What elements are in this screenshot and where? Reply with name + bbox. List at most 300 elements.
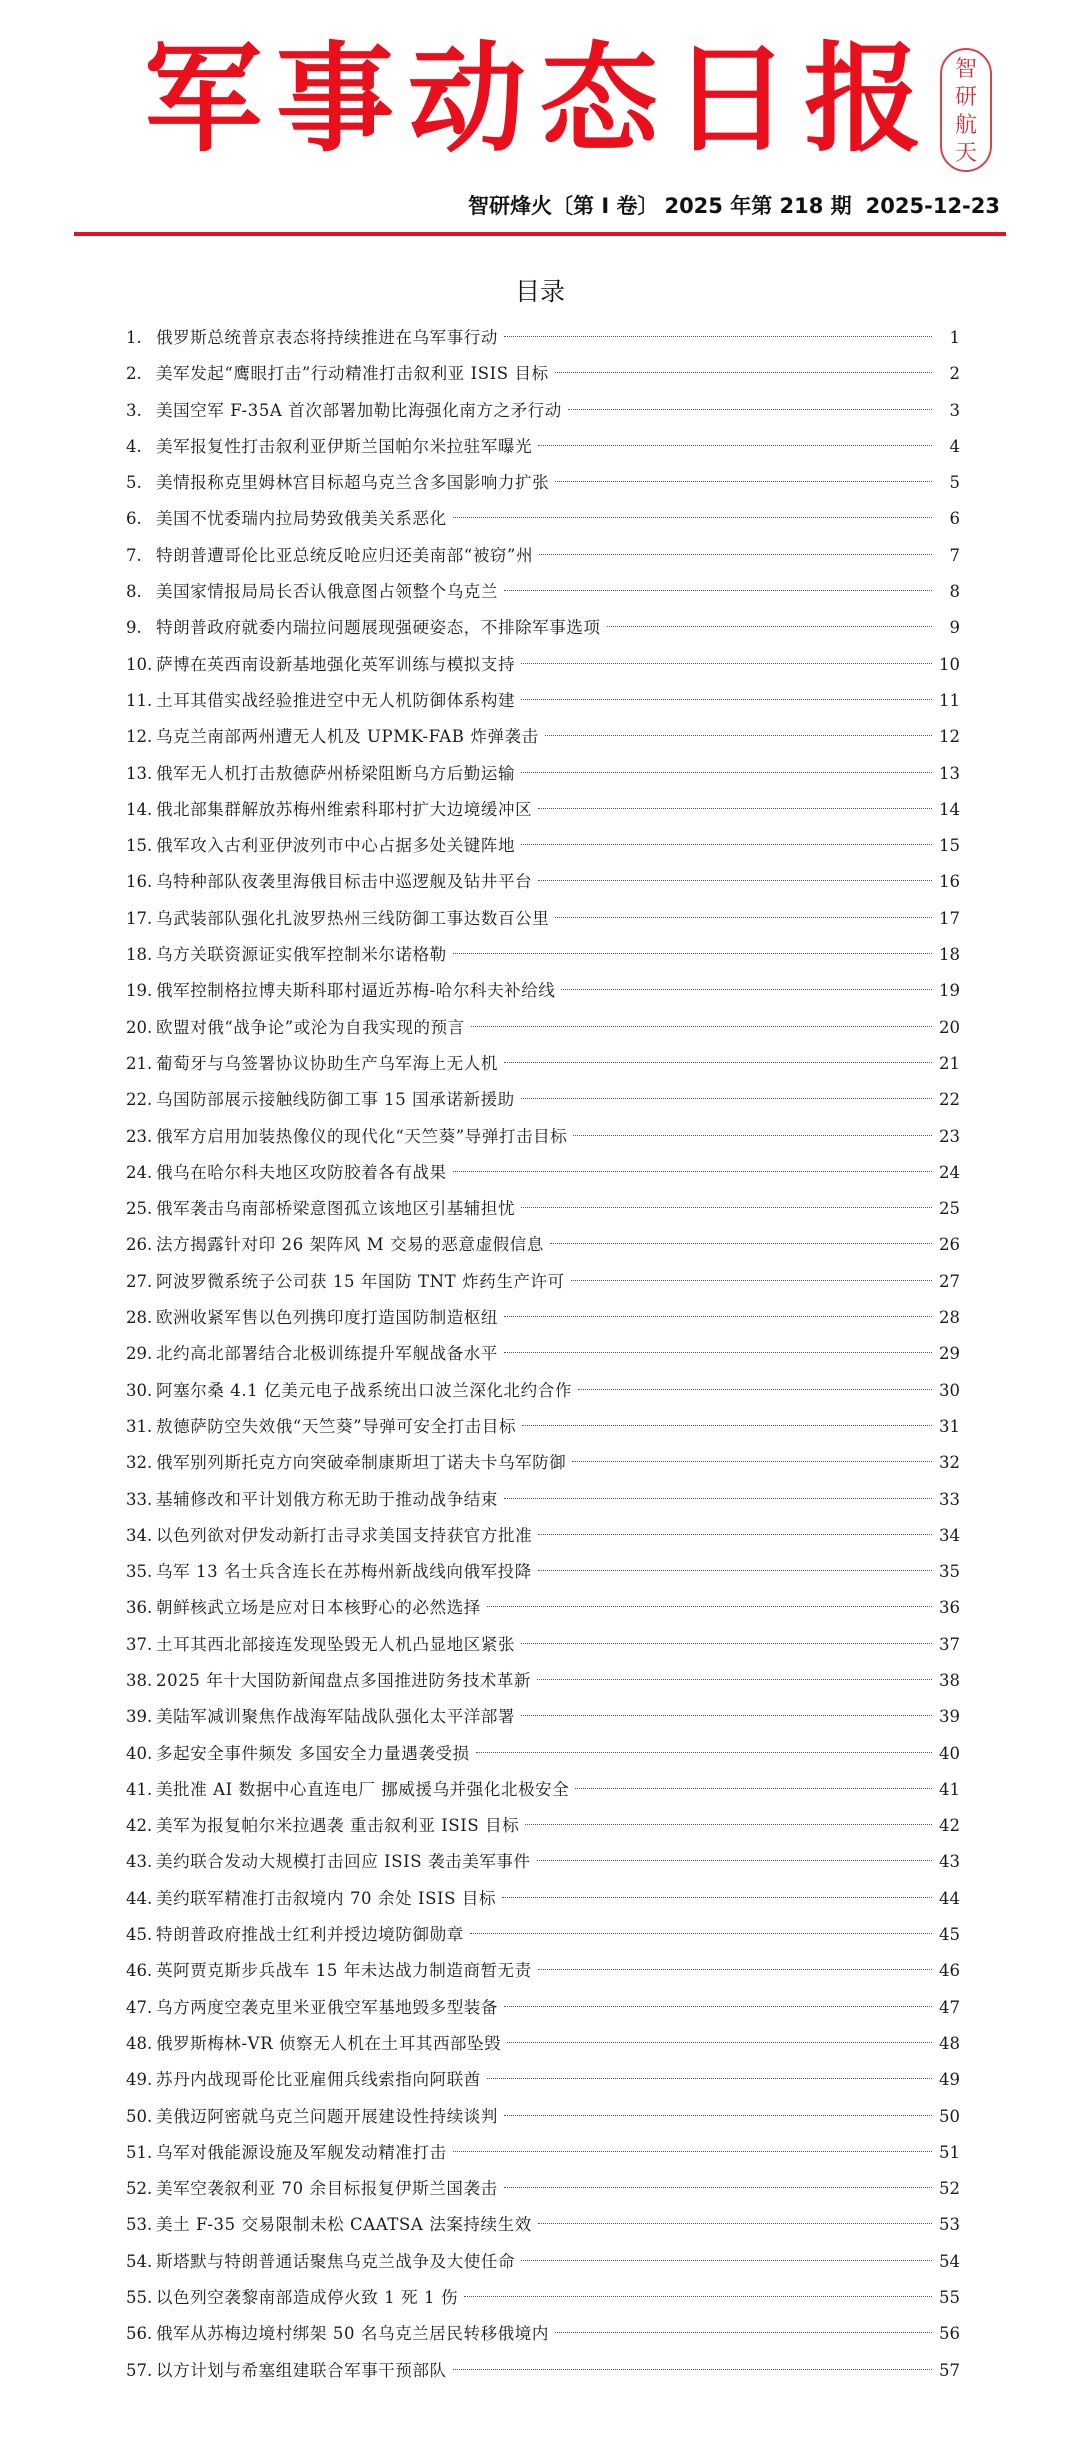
dot-leader — [573, 1135, 932, 1136]
dot-leader — [504, 1316, 932, 1317]
toc-entry-page: 20 — [939, 1017, 960, 1037]
toc-entry-title[interactable]: 特朗普政府推战士红利并授边境防御勋章 — [156, 1925, 464, 1945]
toc-entry-number: 5. — [126, 473, 142, 493]
toc-entry[interactable] — [126, 1990, 960, 2026]
toc-entry[interactable] — [126, 647, 960, 683]
toc-entry[interactable] — [126, 574, 960, 610]
toc-entry-number: 52. — [126, 2179, 153, 2199]
toc-entry-number: 8. — [126, 582, 142, 602]
toc-entry-title[interactable]: 美国不忧委瑞内拉局势致俄美关系恶化 — [156, 509, 447, 529]
toc-entry-title[interactable]: 以色列欲对伊发动新打击寻求美国支持获官方批准 — [156, 1525, 533, 1545]
toc-entry-number: 54. — [126, 2251, 153, 2271]
toc-entry[interactable] — [126, 792, 960, 828]
toc-entry[interactable] — [126, 1627, 960, 1663]
issue-date: 2025-12-23 — [865, 194, 1000, 218]
toc-entry-number: 19. — [126, 981, 153, 1001]
dot-leader — [453, 953, 932, 954]
seal-char: 天 — [954, 141, 977, 166]
toc-entry-number: 26. — [126, 1235, 153, 1255]
toc-entry-title[interactable]: 土耳其西北部接连发现坠毁无人机凸显地区紧张 — [156, 1634, 516, 1654]
toc-entry[interactable] — [126, 1881, 960, 1917]
toc-entry-page: 21 — [939, 1053, 960, 1073]
toc-entry-number: 48. — [126, 2033, 153, 2053]
toc-entry-number: 40. — [126, 1743, 153, 1763]
toc-entry-page: 5 — [949, 473, 960, 493]
toc-entry-number: 30. — [126, 1380, 153, 1400]
toc-entry-title[interactable]: 法方揭露针对印 26 架阵风 M 交易的恶意虚假信息 — [156, 1235, 544, 1255]
toc-entry-number: 56. — [126, 2324, 153, 2344]
dot-leader — [539, 554, 932, 555]
toc-entry-title[interactable]: 欧盟对俄“战争论”或沦为自我实现的预言 — [156, 1017, 465, 1037]
toc-entry-title[interactable]: 土耳其借实战经验推进空中无人机防御体系构建 — [156, 690, 516, 710]
dot-leader — [522, 1425, 932, 1426]
toc-entry[interactable] — [126, 1191, 960, 1227]
toc-entry-number: 7. — [126, 545, 142, 565]
toc-entry-page: 36 — [939, 1598, 960, 1618]
dot-leader — [555, 481, 932, 482]
toc-entry-number: 28. — [126, 1308, 153, 1328]
newspaper-title: 军事动态日报 — [143, 30, 936, 168]
dot-leader — [555, 372, 932, 373]
toc-entry-page: 56 — [939, 2324, 960, 2344]
toc-entry-title[interactable]: 葡萄牙与乌签署协议协助生产乌军海上无人机 — [156, 1053, 498, 1073]
toc-entry-number: 44. — [126, 1888, 153, 1908]
toc-entry-number: 16. — [126, 872, 153, 892]
table-of-contents — [126, 320, 960, 2389]
dot-leader — [521, 1098, 932, 1099]
toc-entry-page: 27 — [939, 1271, 960, 1291]
toc-entry-page: 15 — [939, 836, 960, 856]
toc-entry-number: 46. — [126, 1961, 153, 1981]
toc-entry-number: 45. — [126, 1925, 153, 1945]
dot-leader — [538, 880, 932, 881]
toc-entry-number: 13. — [126, 763, 153, 783]
toc-entry-title[interactable]: 美约联合发动大规模打击回应 ISIS 袭击美军事件 — [156, 1852, 531, 1872]
toc-entry-number: 21. — [126, 1053, 153, 1073]
toc-entry-number: 53. — [126, 2215, 153, 2235]
toc-entry-number: 4. — [126, 436, 142, 456]
toc-entry-number: 34. — [126, 1525, 153, 1545]
toc-entry[interactable] — [126, 1663, 960, 1699]
toc-entry-number: 51. — [126, 2142, 153, 2162]
toc-entry-title[interactable]: 阿波罗微系统子公司获 15 年国防 TNT 炸药生产许可 — [156, 1271, 565, 1291]
seal-char: 研 — [954, 85, 977, 110]
toc-entry-page: 43 — [939, 1852, 960, 1872]
toc-entry-title[interactable]: 俄军别列斯托克方向突破牵制康斯坦丁诺夫卡乌军防御 — [156, 1453, 567, 1473]
toc-entry-page: 25 — [939, 1199, 960, 1219]
toc-entry-number: 57. — [126, 2360, 153, 2380]
dot-leader — [550, 1243, 932, 1244]
toc-entry[interactable] — [126, 973, 960, 1009]
toc-entry[interactable] — [126, 1482, 960, 1518]
dot-leader — [471, 1026, 932, 1027]
toc-entry[interactable] — [126, 828, 960, 864]
dot-leader — [504, 1352, 932, 1353]
toc-entry-page: 11 — [939, 690, 960, 710]
toc-entry-title[interactable]: 美国空军 F-35A 首次部署加勒比海强化南方之矛行动 — [156, 400, 562, 420]
dot-leader — [504, 590, 932, 591]
toc-entry-title[interactable]: 美陆军减训聚焦作战海军陆战队强化太平洋部署 — [156, 1707, 516, 1727]
toc-heading: 目录 — [514, 277, 565, 306]
dot-leader — [453, 2369, 932, 2370]
toc-entry-page: 29 — [939, 1344, 960, 1364]
toc-entry-page: 52 — [939, 2179, 960, 2199]
toc-entry[interactable] — [126, 2171, 960, 2207]
toc-entry-title[interactable]: 阿塞尔桑 4.1 亿美元电子战系统出口波兰深化北约合作 — [156, 1380, 572, 1400]
toc-entry-title[interactable]: 基辅修改和平计划俄方称无助于推动战争结束 — [156, 1489, 498, 1509]
toc-entry-page: 30 — [939, 1380, 960, 1400]
toc-entry-number: 37. — [126, 1634, 153, 1654]
toc-entry-title[interactable]: 乌国防部展示接触线防御工事 15 国承诺新援助 — [156, 1090, 515, 1110]
toc-entry[interactable] — [126, 465, 960, 501]
toc-entry[interactable] — [126, 538, 960, 574]
toc-entry-page: 7 — [949, 545, 960, 565]
toc-entry[interactable] — [126, 393, 960, 429]
dot-leader — [504, 2006, 932, 2007]
toc-entry-title[interactable]: 美军为报复帕尔米拉遇袭 重击叙利亚 ISIS 目标 — [156, 1816, 520, 1836]
toc-entry[interactable] — [126, 1264, 960, 1300]
toc-entry-number: 10. — [126, 654, 153, 674]
toc-entry-page: 55 — [939, 2288, 960, 2308]
toc-entry-title[interactable]: 美土 F-35 交易限制未松 CAATSA 法案持续生效 — [156, 2215, 532, 2235]
toc-entry-title[interactable]: 俄军无人机打击敖德萨州桥梁阻断乌方后勤运输 — [156, 763, 516, 783]
toc-entry-page: 12 — [939, 727, 960, 747]
dot-leader — [504, 1062, 932, 1063]
toc-entry-title[interactable]: 俄军袭击乌南部桥梁意图孤立该地区引基辅担忧 — [156, 1199, 516, 1219]
issue-number: 2025 年第 218 期 — [664, 194, 852, 218]
toc-entry[interactable] — [126, 2099, 960, 2135]
toc-entry-title[interactable]: 美俄迈阿密就乌克兰问题开展建设性持续谈判 — [156, 2106, 498, 2126]
toc-entry-number: 24. — [126, 1162, 153, 1182]
dot-leader — [578, 1389, 932, 1390]
toc-entry-number: 2. — [126, 364, 142, 384]
toc-entry-number: 31. — [126, 1416, 153, 1436]
toc-entry[interactable] — [126, 1590, 960, 1626]
toc-entry[interactable] — [126, 756, 960, 792]
masthead — [0, 0, 1080, 240]
dot-leader — [464, 2296, 932, 2297]
toc-entry[interactable] — [126, 2207, 960, 2243]
dot-leader — [521, 1643, 932, 1644]
dot-leader — [521, 2260, 932, 2261]
toc-entry[interactable] — [126, 864, 960, 900]
toc-entry-page: 42 — [939, 1816, 960, 1836]
toc-entry-number: 17. — [126, 908, 153, 928]
toc-entry-page: 3 — [949, 400, 960, 420]
dot-leader — [470, 1933, 932, 1934]
dot-leader — [555, 2332, 932, 2333]
dot-leader — [521, 844, 932, 845]
dot-leader — [538, 2223, 932, 2224]
toc-entry[interactable] — [126, 1917, 960, 1953]
toc-entry-title[interactable]: 乌方两度空袭克里米亚俄空军基地毁多型装备 — [156, 1997, 498, 2017]
toc-entry-page: 45 — [939, 1925, 960, 1945]
toc-entry-title[interactable]: 美军发起“鹰眼打击”行动精准打击叙利亚 ISIS 目标 — [156, 364, 549, 384]
dot-leader — [537, 1679, 932, 1680]
dot-leader — [575, 1788, 932, 1789]
toc-entry-number: 23. — [126, 1126, 153, 1146]
toc-entry[interactable] — [126, 2135, 960, 2171]
toc-entry-page: 16 — [939, 872, 960, 892]
toc-entry[interactable] — [126, 1736, 960, 1772]
seal-char: 智 — [954, 57, 977, 82]
dot-leader — [476, 1752, 932, 1753]
toc-entry[interactable] — [126, 1518, 960, 1554]
toc-entry-title[interactable]: 俄乌在哈尔科夫地区攻防胶着各有战果 — [156, 1162, 447, 1182]
dot-leader — [504, 2187, 932, 2188]
dot-leader — [504, 336, 932, 337]
toc-entry-number: 38. — [126, 1670, 153, 1690]
toc-entry-page: 34 — [939, 1525, 960, 1545]
toc-entry-title[interactable]: 2025 年十大国防新闻盘点多国推进防务技术革新 — [156, 1670, 532, 1690]
toc-entry-page: 39 — [939, 1707, 960, 1727]
toc-entry[interactable] — [126, 1336, 960, 1372]
toc-entry[interactable] — [126, 1953, 960, 1989]
toc-entry[interactable] — [126, 1554, 960, 1590]
toc-entry-page: 53 — [939, 2215, 960, 2235]
dot-leader — [525, 1824, 932, 1825]
toc-entry-number: 39. — [126, 1707, 153, 1727]
dot-leader — [538, 808, 932, 809]
toc-entry-page: 47 — [939, 1997, 960, 2017]
dot-leader — [453, 517, 932, 518]
toc-entry-number: 6. — [126, 509, 142, 529]
toc-entry-title[interactable]: 乌克兰南部两州遭无人机及 UPMK-FAB 炸弹袭击 — [156, 727, 539, 747]
toc-entry[interactable] — [126, 1300, 960, 1336]
dot-leader — [521, 699, 932, 700]
toc-entry-page: 57 — [939, 2360, 960, 2380]
dot-leader — [538, 1969, 932, 1970]
toc-entry-title[interactable]: 俄军从苏梅边境村绑架 50 名乌克兰居民转移俄境内 — [156, 2324, 549, 2344]
toc-entry-title[interactable]: 以色列空袭黎南部造成停火致 1 死 1 伤 — [156, 2288, 459, 2308]
toc-entry-page: 50 — [939, 2106, 960, 2126]
toc-entry-title[interactable]: 俄军控制格拉博夫斯科耶村逼近苏梅-哈尔科夫补给线 — [156, 981, 556, 1001]
toc-entry-title[interactable]: 乌特种部队夜袭里海俄目标击中巡逻舰及钻井平台 — [156, 872, 533, 892]
dot-leader — [507, 2042, 932, 2043]
toc-entry-number: 41. — [126, 1779, 153, 1799]
toc-entry-title[interactable]: 乌方关联资源证实俄军控制米尔诺格勒 — [156, 945, 447, 965]
toc-entry-page: 10 — [939, 654, 960, 674]
toc-entry-title[interactable]: 萨博在英西南设新基地强化英军训练与模拟支持 — [156, 654, 516, 674]
dot-leader — [538, 1534, 932, 1535]
toc-entry-number: 55. — [126, 2288, 153, 2308]
toc-entry[interactable] — [126, 683, 960, 719]
toc-entry-number: 27. — [126, 1271, 153, 1291]
toc-entry-page: 17 — [939, 908, 960, 928]
dot-leader — [453, 2151, 932, 2152]
toc-entry-page: 8 — [949, 582, 960, 602]
toc-entry-title[interactable]: 美情报称克里姆林宫目标超乌克兰含多国影响力扩张 — [156, 473, 550, 493]
toc-entry[interactable] — [126, 1844, 960, 1880]
toc-entry-title[interactable]: 以方计划与希塞组建联合军事干预部队 — [156, 2360, 447, 2380]
toc-entry[interactable] — [126, 501, 960, 537]
toc-entry-page: 19 — [939, 981, 960, 1001]
toc-entry[interactable] — [126, 356, 960, 392]
toc-entry[interactable] — [126, 1010, 960, 1046]
toc-entry[interactable] — [126, 2244, 960, 2280]
dot-leader — [502, 1897, 932, 1898]
toc-entry-title[interactable]: 俄北部集群解放苏梅州维索科耶村扩大边境缓冲区 — [156, 799, 533, 819]
toc-entry[interactable] — [126, 1772, 960, 1808]
dot-leader — [571, 1280, 932, 1281]
toc-entry-number: 12. — [126, 727, 153, 747]
toc-entry-page: 51 — [939, 2142, 960, 2162]
toc-entry-title[interactable]: 特朗普政府就委内瑞拉问题展现强硬姿态，不排除军事选项 — [156, 618, 601, 638]
toc-entry[interactable] — [126, 1409, 960, 1445]
toc-entry-page: 28 — [939, 1308, 960, 1328]
toc-entry-title[interactable]: 俄罗斯总统普京表态将持续推进在乌军事行动 — [156, 328, 498, 347]
dot-leader — [521, 772, 932, 773]
toc-entry-number: 20. — [126, 1017, 153, 1037]
toc-entry-number: 14. — [126, 799, 153, 819]
dot-leader — [555, 917, 932, 918]
brand-seal-stamp — [940, 48, 992, 172]
toc-entry-page: 38 — [939, 1670, 960, 1690]
toc-entry-title[interactable]: 美批准 AI 数据中心直连电厂 挪威援乌并强化北极安全 — [156, 1779, 570, 1799]
toc-entry[interactable] — [126, 2062, 960, 2098]
toc-entry-number: 11. — [126, 690, 153, 710]
toc-entry-page: 6 — [949, 509, 960, 529]
toc-entry-page: 22 — [939, 1090, 960, 1110]
toc-entry-page: 4 — [949, 436, 960, 456]
toc-entry[interactable] — [126, 1445, 960, 1481]
toc-entry-title[interactable]: 欧洲收紧军售以色列携印度打造国防制造枢纽 — [156, 1308, 498, 1328]
toc-entry-page: 40 — [939, 1743, 960, 1763]
dot-leader — [568, 409, 932, 410]
toc-entry-title[interactable]: 乌武装部队强化扎波罗热州三线防御工事达数百公里 — [156, 908, 550, 928]
toc-entry-page: 18 — [939, 945, 960, 965]
toc-entry-title[interactable]: 俄罗斯梅林-VR 侦察无人机在土耳其西部坠毁 — [156, 2033, 502, 2053]
toc-entry-title[interactable]: 苏丹内战现哥伦比亚雇佣兵线索指向阿联酋 — [156, 2070, 481, 2090]
toc-entry-page: 44 — [939, 1888, 960, 1908]
toc-entry-number: 43. — [126, 1852, 153, 1872]
dot-leader — [504, 1498, 932, 1499]
issue-info — [462, 190, 1000, 220]
volume: 〔第 I 卷〕 — [552, 194, 659, 218]
toc-entry-page: 14 — [939, 799, 960, 819]
toc-entry-number: 1. — [126, 328, 142, 347]
dot-leader — [521, 1715, 932, 1716]
toc-entry-page: 23 — [939, 1126, 960, 1146]
toc-entry-page: 35 — [939, 1562, 960, 1582]
toc-entry-page: 13 — [939, 763, 960, 783]
toc-entry-page: 1 — [949, 328, 960, 347]
toc-entry-title[interactable]: 乌军对俄能源设施及军舰发动精准打击 — [156, 2142, 447, 2162]
toc-entry-number: 35. — [126, 1562, 153, 1582]
toc-entry[interactable] — [126, 901, 960, 937]
header-divider — [74, 232, 1006, 236]
toc-entry-number: 22. — [126, 1090, 153, 1110]
toc-entry-number: 32. — [126, 1453, 153, 1473]
toc-entry-number: 33. — [126, 1489, 153, 1509]
dot-leader — [545, 735, 932, 736]
toc-entry-title[interactable]: 美国家情报局局长否认俄意图占领整个乌克兰 — [156, 582, 498, 602]
toc-entry-page: 54 — [939, 2251, 960, 2271]
toc-entry[interactable] — [126, 320, 960, 356]
toc-entry[interactable] — [126, 1155, 960, 1191]
toc-entry[interactable] — [126, 1373, 960, 1409]
toc-entry-number: 50. — [126, 2106, 153, 2126]
toc-entry-title[interactable]: 北约高北部署结合北极训练提升军舰战备水平 — [156, 1344, 498, 1364]
toc-entry-number: 9. — [126, 618, 142, 638]
toc-entry[interactable] — [126, 1082, 960, 1118]
seal-char: 航 — [954, 113, 977, 138]
toc-entry-title[interactable]: 多起安全事件频发 多国安全力量遇袭受损 — [156, 1743, 470, 1763]
toc-entry-page: 24 — [939, 1162, 960, 1182]
dot-leader — [487, 1606, 932, 1607]
toc-entry-number: 15. — [126, 836, 153, 856]
toc-entry-title[interactable]: 特朗普遭哥伦比亚总统反呛应归还美南部“被窃”州 — [156, 545, 534, 565]
toc-entry-title[interactable]: 美约联军精准打击叙境内 70 余处 ISIS 目标 — [156, 1888, 497, 1908]
toc-entry-title[interactable]: 斯塔默与特朗普通话聚焦乌克兰战争及大使任命 — [156, 2251, 516, 2271]
toc-entry-title[interactable]: 乌军 13 名士兵含连长在苏梅州新战线向俄军投降 — [156, 1562, 532, 1582]
toc-entry-title[interactable]: 朝鲜核武立场是应对日本核野心的必然选择 — [156, 1598, 481, 1618]
toc-entry-page: 2 — [949, 364, 960, 384]
toc-entry-page: 31 — [939, 1416, 960, 1436]
dot-leader — [538, 445, 932, 446]
toc-entry-number: 25. — [126, 1199, 153, 1219]
toc-entry-title[interactable]: 敖德萨防空失效俄“天竺葵”导弹可安全打击目标 — [156, 1416, 517, 1436]
toc-entry[interactable] — [126, 610, 960, 646]
dot-leader — [572, 1461, 932, 1462]
toc-entry[interactable] — [126, 429, 960, 465]
toc-entry-page: 48 — [939, 2033, 960, 2053]
toc-entry[interactable] — [126, 719, 960, 755]
toc-entry-title[interactable]: 美军报复性打击叙利亚伊斯兰国帕尔米拉驻军曝光 — [156, 436, 533, 456]
dot-leader — [453, 1171, 932, 1172]
toc-entry-number: 3. — [126, 400, 142, 420]
toc-entry-title[interactable]: 英阿贾克斯步兵战车 15 年未达战力制造商暂无责 — [156, 1961, 532, 1981]
toc-entry-number: 42. — [126, 1816, 153, 1836]
toc-entry-page: 33 — [939, 1489, 960, 1509]
toc-entry[interactable] — [126, 1227, 960, 1263]
toc-entry[interactable] — [126, 1046, 960, 1082]
brand-name: 智研烽火 — [468, 194, 553, 218]
dot-leader — [487, 2078, 932, 2079]
toc-entry-number: 18. — [126, 945, 153, 965]
toc-entry[interactable] — [126, 1808, 960, 1844]
toc-entry-title[interactable]: 俄军攻入古利亚伊波列市中心占据多处关键阵地 — [156, 836, 516, 856]
toc-entry-page: 9 — [949, 618, 960, 638]
toc-entry-page: 46 — [939, 1961, 960, 1981]
toc-entry[interactable] — [126, 2280, 960, 2316]
dot-leader — [537, 1860, 932, 1861]
dot-leader — [521, 663, 932, 664]
toc-entry-page: 49 — [939, 2070, 960, 2090]
dot-leader — [561, 989, 932, 990]
dot-leader — [504, 2115, 932, 2116]
toc-entry-page: 26 — [939, 1235, 960, 1255]
toc-entry-number: 29. — [126, 1344, 153, 1364]
dot-leader — [538, 1570, 932, 1571]
toc-entry[interactable] — [126, 1119, 960, 1155]
toc-entry-page: 37 — [939, 1634, 960, 1654]
dot-leader — [521, 1207, 932, 1208]
toc-entry-title[interactable]: 俄军方启用加装热像仪的现代化“天竺葵”导弹打击目标 — [156, 1126, 568, 1146]
toc-entry[interactable] — [126, 937, 960, 973]
toc-entry[interactable] — [126, 2026, 960, 2062]
toc-entry-number: 47. — [126, 1997, 153, 2017]
toc-entry[interactable] — [126, 1699, 960, 1735]
toc-entry-title[interactable]: 美军空袭叙利亚 70 余目标报复伊斯兰国袭击 — [156, 2179, 498, 2199]
toc-entry[interactable] — [126, 2316, 960, 2352]
toc-entry[interactable] — [126, 2353, 960, 2389]
toc-entry-page: 32 — [939, 1453, 960, 1473]
toc-entry-number: 49. — [126, 2070, 153, 2090]
dot-leader — [607, 626, 932, 627]
toc-entry-page: 41 — [939, 1779, 960, 1799]
toc-entry-number: 36. — [126, 1598, 153, 1618]
